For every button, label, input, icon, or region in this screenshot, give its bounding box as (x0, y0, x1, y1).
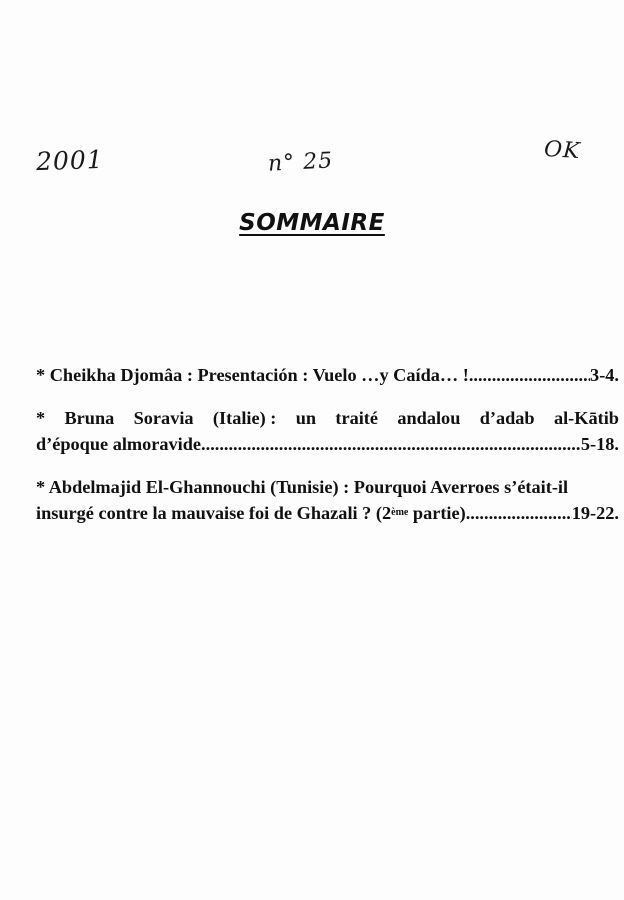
toc-entry-text: * Cheikha Djomâa : Presentación : Vuelo …y Caída… ! (36, 365, 469, 385)
page-title (0, 210, 624, 236)
handwritten-issue-number: n° 25 (267, 148, 334, 177)
toc-entry-text: * Abdelmajid El-Ghannouchi (Tunisie) : Pourquoi Averroes s’était-il (36, 477, 569, 497)
toc-word: Soravia (133, 408, 194, 428)
table-of-contents (36, 362, 619, 543)
toc-entry (36, 362, 619, 388)
dot-leader (201, 431, 581, 457)
toc-word: (Italie) : (212, 408, 277, 428)
toc-entry-text-tail: partie) (408, 503, 466, 523)
dot-leader (466, 500, 572, 526)
toc-entry (36, 474, 619, 526)
superscript: ème (391, 507, 409, 518)
toc-entry-line (36, 431, 619, 457)
toc-entry-line (36, 474, 619, 500)
toc-entry-pages: 19-22. (571, 503, 619, 523)
toc-entry-line (36, 362, 619, 388)
toc-word: Bruna (64, 408, 115, 428)
toc-word: d’adab (479, 408, 535, 428)
page-title-text: SOMMAIRE (239, 210, 385, 236)
toc-word: andalou (397, 408, 461, 428)
handwritten-ok-mark: OK (543, 136, 582, 165)
toc-entry-line (36, 500, 619, 526)
toc-entry (36, 405, 619, 457)
dot-leader (469, 362, 590, 388)
toc-word: * (36, 408, 46, 428)
toc-word: traité (335, 408, 379, 428)
toc-entry-text: insurgé contre la mauvaise foi de Ghazali ? (2 (36, 503, 392, 523)
toc-word: al-Kātib (553, 408, 619, 428)
toc-entry-pages: 5-18. (580, 434, 619, 454)
toc-entry-text: d’époque almoravide (36, 434, 202, 454)
handwritten-year: 2001 (35, 144, 105, 177)
toc-word: un (295, 408, 317, 428)
toc-entry-line (36, 405, 619, 431)
toc-entry-pages: 3-4. (590, 365, 619, 385)
